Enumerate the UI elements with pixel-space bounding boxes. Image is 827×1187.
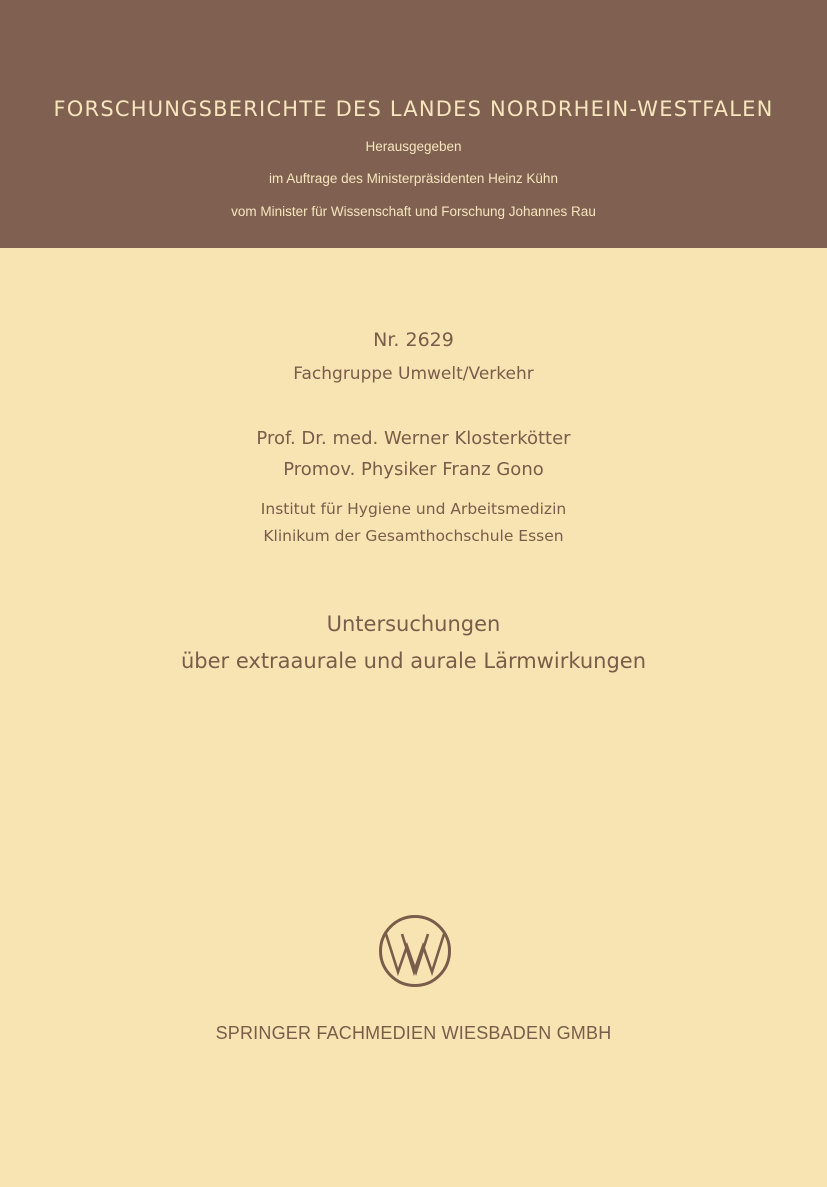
book-title: Untersuchungen [326,612,501,636]
report-number: Nr. 2629 [373,329,454,351]
commission-line: im Auftrage des Ministerpräsidenten Heinz Kühn [269,171,558,186]
institution-line: Institut für Hygiene und Arbeitsmedizin [260,500,567,518]
series-title: FORSCHUNGSBERICHTE DES LANDES NORDRHEIN-WESTFALEN [53,97,774,121]
minister-line: vom Minister für Wissenschaft und Forschung Johannes Rau [231,204,596,219]
institution-line: Klinikum der Gesamthochschule Essen [263,527,564,545]
author-name: Promov. Physiker Franz Gono [283,459,544,480]
publisher-ww-logo-icon [378,914,452,988]
book-subtitle: über extraaurale und aurale Lärmwirkungen [180,649,647,673]
editor-line: Herausgegeben [365,139,462,154]
publisher-name: SPRINGER FACHMEDIEN WIESBADEN GMBH [215,1023,612,1043]
header-band [0,0,827,248]
subject-group: Fachgruppe Umwelt/Verkehr [293,364,534,384]
author-name: Prof. Dr. med. Werner Klosterkötter [256,428,571,449]
